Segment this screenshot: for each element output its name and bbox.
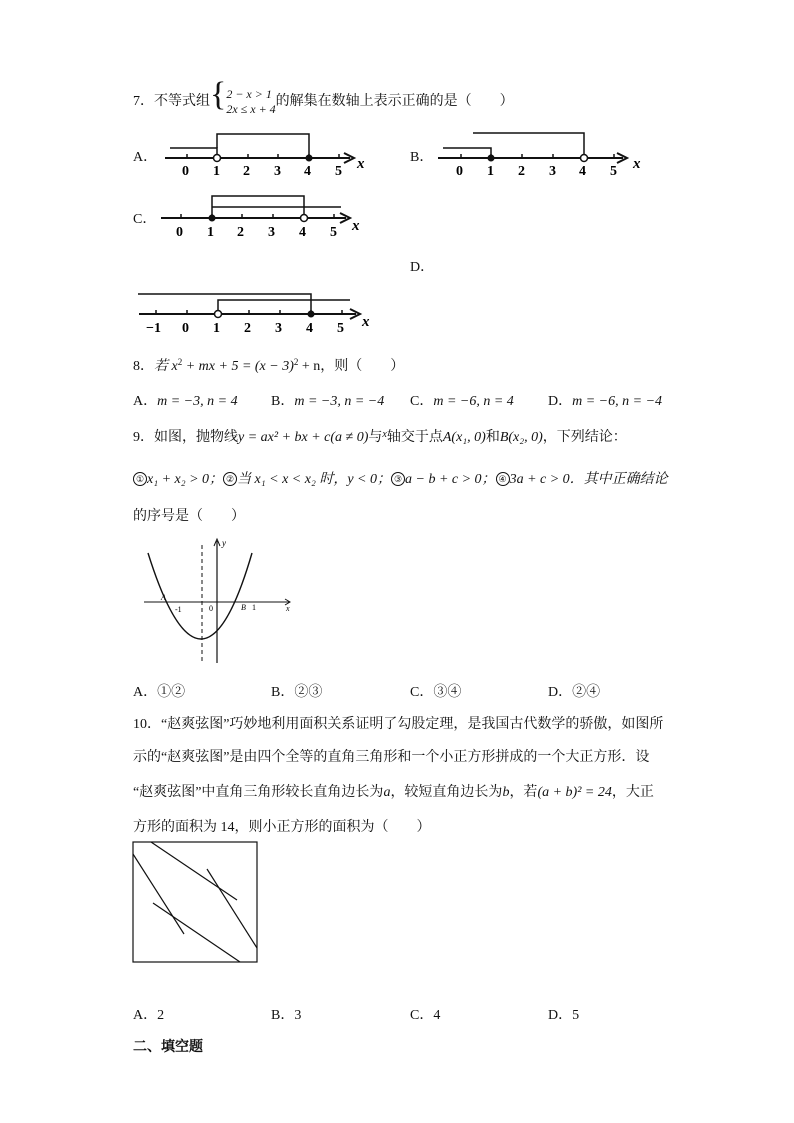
tick-label: 5 [335, 164, 342, 179]
q9-option-c[interactable]: C．③④ [410, 685, 462, 700]
q10-option-b[interactable]: B．3 [271, 1008, 302, 1023]
tick-label: 4 [304, 164, 311, 179]
circled-number-3: ③ [391, 472, 405, 486]
tick-label: 2 [244, 321, 251, 336]
q8-option-d[interactable]: D．m = −6, n = −4 [548, 394, 663, 409]
system-brace: { [210, 76, 227, 113]
axis-label-x: x [362, 314, 370, 330]
q7-option-d-label: D． [410, 260, 435, 275]
q10-stem-line1: 10．“赵爽弦图”巧妙地利用面积关系证明了勾股定理，是我国古代数学的骄傲，如图所 [133, 717, 664, 732]
q7-option-a-label: A． [133, 150, 158, 165]
q8-option-c[interactable]: C．m = −6, n = 4 [410, 394, 514, 409]
tick-label: 2 [243, 164, 250, 179]
axis-label-x: x [352, 218, 360, 234]
tick-label: 5 [337, 321, 344, 336]
q10-stem-line3: “赵爽弦图”中直角三角形较长直角边长为a，较短直角边长为b，若(a + b)² = 24，大正 [133, 785, 654, 800]
q10-option-c[interactable]: C．4 [410, 1008, 441, 1023]
x-axis-label: x [286, 604, 290, 613]
circled-number-2: ② [223, 472, 237, 486]
origin-label: 0 [209, 604, 213, 613]
tick-label: 0 [456, 164, 463, 179]
tick-label: 4 [306, 321, 313, 336]
q9-option-b[interactable]: B．②③ [271, 685, 323, 700]
number-line-option-c [156, 190, 371, 242]
circled-number-1: ① [133, 472, 147, 486]
tick-label: 0 [182, 321, 189, 336]
q8-stem: 8．若 $x^2$ + mx + $5 = (x - 3)^2 + n$，则（ ） [133, 357, 405, 374]
parabola-figure [140, 535, 300, 665]
tick-label: 3 [275, 321, 282, 336]
tick-label: 2 [237, 225, 244, 240]
inequality-system: 2 − x > 1 2x ≤ x + 4 [226, 86, 276, 116]
tick-label: 1 [207, 225, 214, 240]
tick-label: 3 [274, 164, 281, 179]
q10-option-d[interactable]: D．5 [548, 1008, 580, 1023]
number-line-option-a [160, 128, 375, 180]
tick-label: 0 [176, 225, 183, 240]
tick-label: 3 [549, 164, 556, 179]
tick-label-minus-1: -1 [175, 605, 182, 614]
axis-label-x: x [357, 156, 365, 172]
q8-option-a[interactable]: A．m = −3, n = 4 [133, 394, 238, 409]
circled-number-4: ④ [496, 472, 510, 486]
tick-label: 1 [213, 164, 220, 179]
tick-label: 5 [330, 225, 337, 240]
q9-stem-line2: ① x₁ + x₂ > 0； ② 当 x₁ < x < x₂ 时，y < 0； ③ a − b + c > 0； ④ 3a + c > 0．其中正确结论 [133, 468, 668, 488]
tick-label: 3 [268, 225, 275, 240]
tick-label: 1 [487, 164, 494, 179]
point-b-label: B [241, 603, 246, 612]
y-axis-label: y [222, 538, 226, 548]
point-a-label: A [161, 593, 166, 602]
tick-label: 0 [182, 164, 189, 179]
tick-label: 2 [518, 164, 525, 179]
q10-stem-line4: 方形的面积为 14，则小正方形的面积为（ ） [133, 820, 431, 835]
q10-stem-line2: 示的“赵爽弦图”是由四个全等的直角三角形和一个小正方形拼成的一个大正方形．设 [133, 750, 650, 765]
q7-option-c-label: C． [133, 212, 157, 227]
q9-stem-line1: 9．如图，抛物线y = ax² + bx + c(a ≠ 0)与$^x$轴交于点A(x₁, 0)和B(x₂, 0)，下列结论： [133, 429, 627, 445]
tick-label: 1 [213, 321, 220, 336]
section-title: 二、填空题 [133, 1038, 203, 1054]
axis-label-x: x [633, 156, 641, 172]
q7-stem: 7．不等式组{2 − x > 1 2x ≤ x + 4的解集在数轴上表示正确的是（ ） [133, 76, 514, 116]
q9-stem-line3: 的序号是（ ） [133, 509, 245, 524]
tick-label: 4 [299, 225, 306, 240]
number-line-option-d [134, 286, 379, 338]
tick-label: 5 [610, 164, 617, 179]
number-line-option-b [433, 128, 648, 180]
q9-option-a[interactable]: A．①② [133, 685, 186, 700]
q8-option-b[interactable]: B．m = −3, n = −4 [271, 394, 385, 409]
tick-label-1: 1 [252, 603, 256, 612]
q10-option-a[interactable]: A．2 [133, 1008, 165, 1023]
q7-option-b-label: B． [410, 150, 434, 165]
q9-option-d[interactable]: D．②④ [548, 685, 601, 700]
zhao-shuang-diagram [131, 840, 259, 968]
tick-label: −1 [146, 321, 161, 336]
tick-label: 4 [579, 164, 586, 179]
